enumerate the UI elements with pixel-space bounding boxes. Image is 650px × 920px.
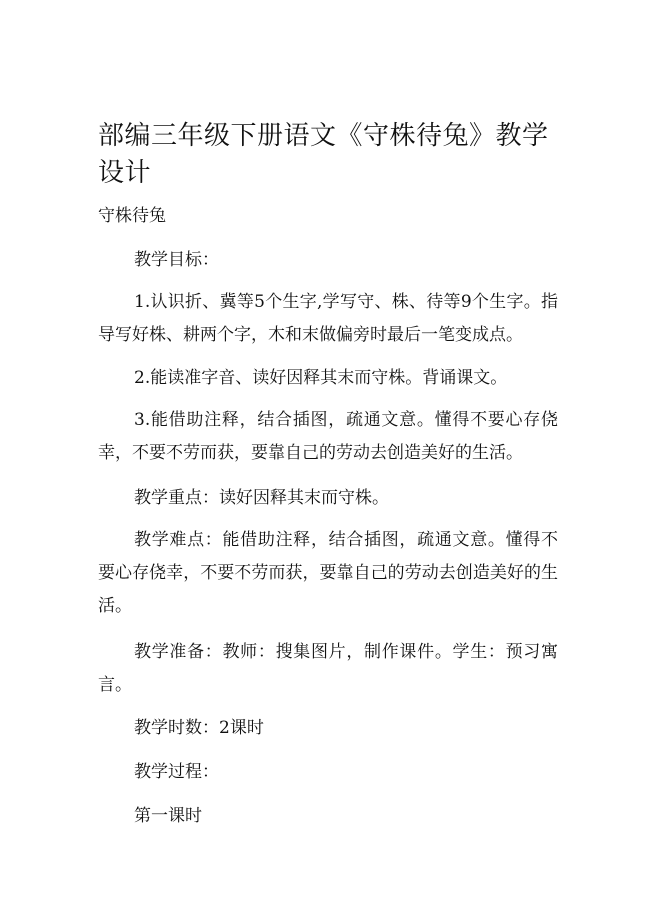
paragraph-objective-3: 3.能借助注释，结合插图，疏通文意。懂得不要心存侥幸，不要不劳而获，要靠自己的劳动去创造美好的生活。: [98, 410, 558, 463]
paragraph-class-hours: 教学时数：2课时: [134, 718, 264, 738]
paragraph-preparation: 教学准备：教师：搜集图片，制作课件。学生：预习寓言。: [98, 642, 558, 695]
paragraph-objective-2: 2.能读准字音、读好因释其末而守株。背诵课文。: [134, 368, 508, 388]
document-title: 部编三年级下册语文《守株待兔》教学设计: [98, 121, 549, 188]
paragraph-difficulty: 教学难点：能借助注释，结合插图，疏通文意。懂得不要心存侥幸，不要不劳而获，要靠自己的劳动去创造美好的生活。: [98, 530, 558, 616]
lesson-name: 守株待兔: [98, 206, 166, 226]
paragraph-objectives-heading: 教学目标：: [134, 250, 219, 270]
paragraph-objective-1: 1.认识折、冀等5个生字,学写守、株、待等9个生字。指导写好株、耕两个字，木和末做偏旁时最后一笔变成点。: [98, 292, 558, 345]
paragraph-key-point: 教学重点：读好因释其末而守株。: [134, 488, 389, 508]
paragraph-process-heading: 教学过程：: [134, 762, 219, 782]
paragraph-first-lesson: 第一课时: [134, 806, 202, 826]
